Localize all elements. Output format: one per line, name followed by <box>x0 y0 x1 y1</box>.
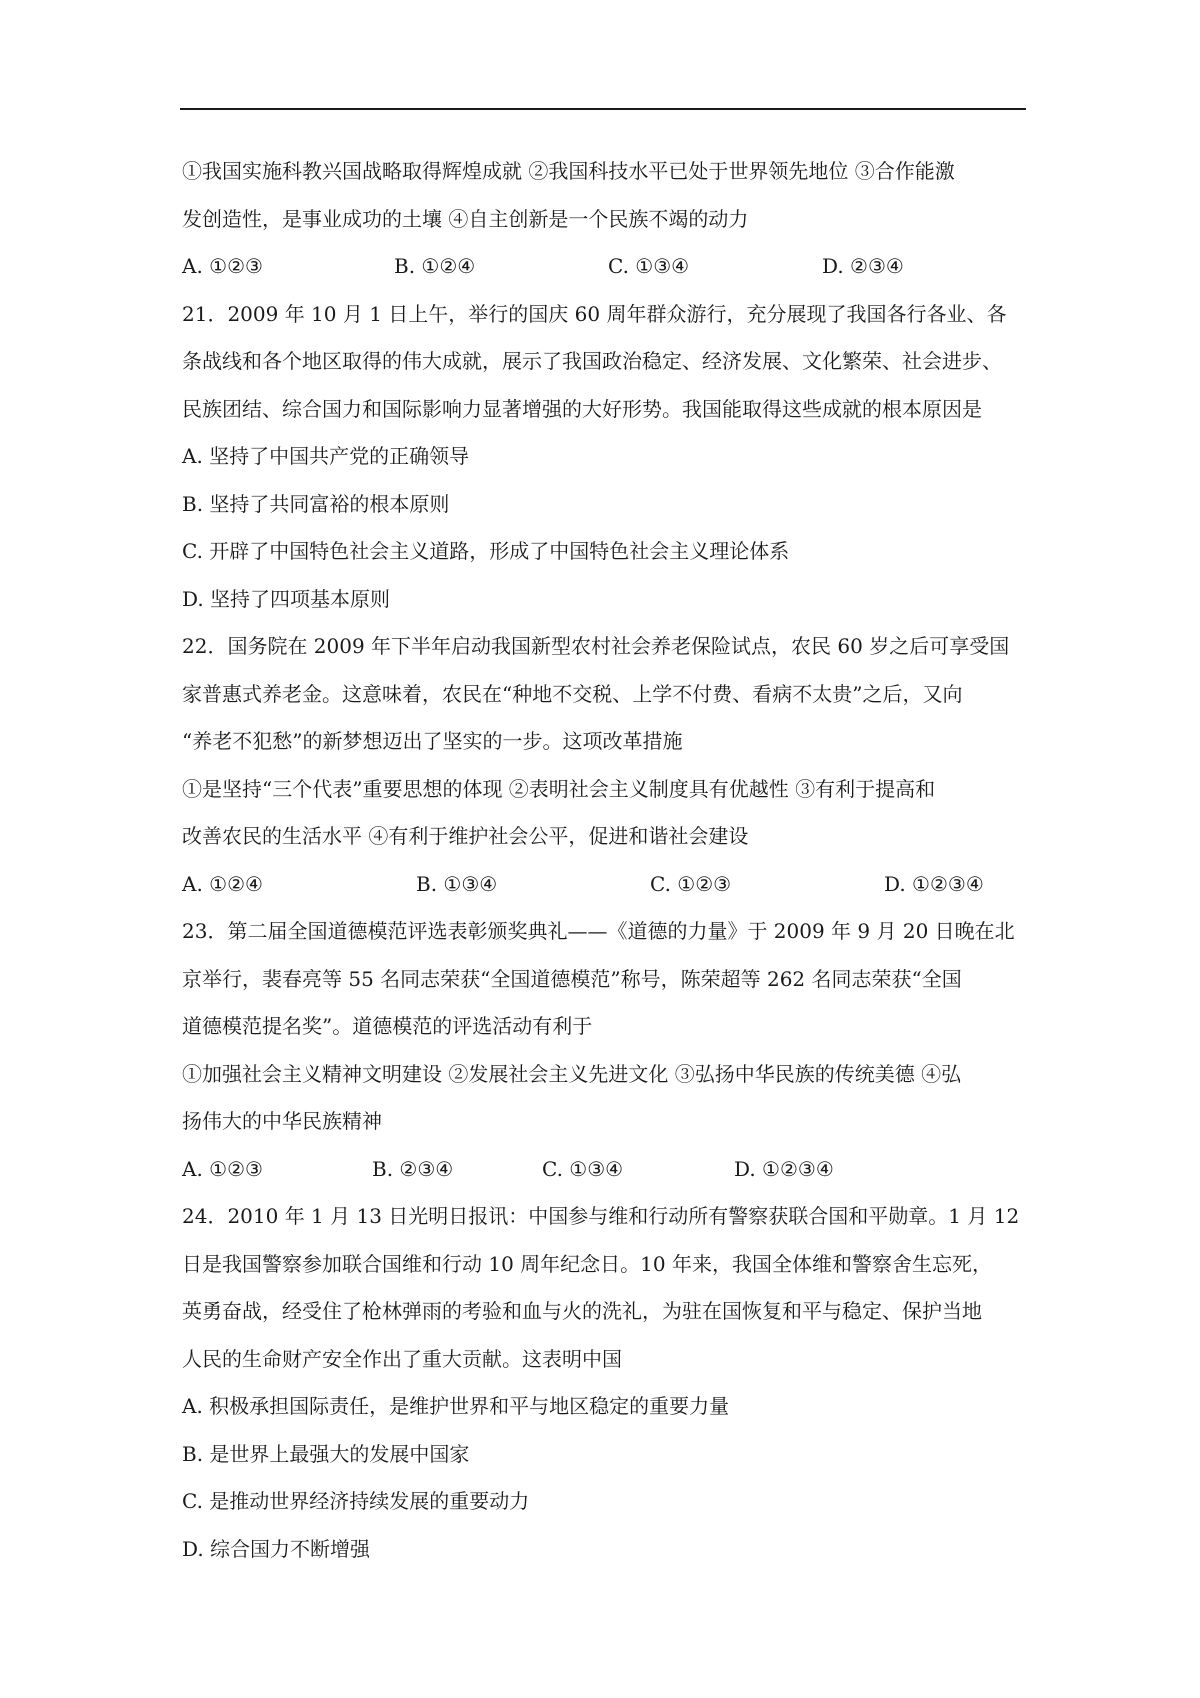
question-stem-line: “养老不犯愁”的新梦想迈出了坚实的一步。这项改革措施 <box>182 729 683 753</box>
option-b: B. 是世界上最强大的发展中国家 <box>182 1441 470 1466</box>
statement-line: 改善农民的生活水平 ④有利于维护社会公平，促进和谐社会建设 <box>182 824 749 848</box>
option-d: D. 综合国力不断增强 <box>182 1536 371 1561</box>
option-row <box>182 243 1032 291</box>
option-a: A. 积极承担国际责任，是维护世界和平与地区稳定的重要力量 <box>182 1394 730 1418</box>
question-22 <box>182 623 1032 908</box>
option-row <box>182 861 1032 909</box>
statement-line: ①我国实施科教兴国战略取得辉煌成就 ②我国科技水平已处于世界领先地位 ③合作能激 <box>182 159 955 183</box>
question-24 <box>182 1193 1032 1573</box>
statement-line: ①是坚持“三个代表”重要思想的体现 ②表明社会主义制度具有优越性 ③有利于提高和 <box>182 776 936 801</box>
question-stem-line: 21．2009 年 10 月 1 日上午，举行的国庆 60 周年群众游行，充分展现了我国各行各业、各 <box>182 301 1007 326</box>
question-stem-line: 英勇奋战，经受住了枪林弹雨的考验和血与火的洗礼，为驻在国恢复和平与稳定、保护当地 <box>182 1299 982 1323</box>
question-stem-line: 京举行，裴春亮等 55 名同志荣获“全国道德模范”称号，陈荣超等 262 名同志荣获“全国 <box>182 966 962 991</box>
question-stem-line: 23．第二届全国道德模范评选表彰颁奖典礼——《道德的力量》于 2009 年 9 月 20 日晚在北 <box>182 919 1015 943</box>
option-c: C. ①③④ <box>608 254 690 278</box>
option-d: D. ①②③④ <box>734 1156 834 1181</box>
question-stem-line: 日是我国警察参加联合国维和行动 10 周年纪念日。10 年来，我国全体维和警察舍生忘死， <box>182 1251 992 1276</box>
option-b: B. ①②④ <box>394 254 476 278</box>
question-stem-line: 道德模范提名奖”。道德模范的评选活动有利于 <box>182 1014 593 1038</box>
option-c: C. 是推动世界经济持续发展的重要动力 <box>182 1489 530 1513</box>
option-a: A. 坚持了中国共产党的正确领导 <box>182 444 470 468</box>
option-a: A. ①②③ <box>182 1156 263 1181</box>
question-21 <box>182 291 1032 624</box>
option-b: B. ②③④ <box>372 1156 454 1181</box>
option-row <box>182 1146 1032 1194</box>
question-23 <box>182 908 1032 1193</box>
question-20 <box>182 148 1032 291</box>
option-d: D. ②③④ <box>822 254 904 278</box>
option-a: A. ①②③ <box>182 254 263 278</box>
option-c: C. ①③④ <box>542 1156 624 1181</box>
statement-line: ①加强社会主义精神文明建设 ②发展社会主义先进文化 ③弘扬中华民族的传统美德 ④弘 <box>182 1061 962 1086</box>
option-a: A. ①②④ <box>182 871 263 896</box>
question-stem-line: 人民的生命财产安全作出了重大贡献。这表明中国 <box>182 1346 622 1371</box>
question-stem-line: 家普惠式养老金。这意味着，农民在“种地不交税、上学不付费、看病不太贵”之后，又向 <box>182 681 963 706</box>
option-c: C. 开辟了中国特色社会主义道路，形成了中国特色社会主义理论体系 <box>182 539 790 563</box>
question-stem-line: 民族团结、综合国力和国际影响力显著增强的大好形势。我国能取得这些成就的根本原因是 <box>182 396 982 421</box>
header-rule <box>180 108 1026 110</box>
option-d: D. 坚持了四项基本原则 <box>182 586 391 611</box>
question-stem-line: 24．2010 年 1 月 13 日光明日报讯：中国参与维和行动所有警察获联合国和平勋章。1 月 12 <box>182 1204 1020 1228</box>
option-c: C. ①②③ <box>650 871 732 896</box>
document-body <box>182 148 1032 1573</box>
option-b: B. ①③④ <box>416 871 498 896</box>
option-d: D. ①②③④ <box>884 871 984 896</box>
option-b: B. 坚持了共同富裕的根本原则 <box>182 491 450 516</box>
question-stem-line: 22．国务院在 2009 年下半年启动我国新型农村社会养老保险试点，农民 60 岁之后可享受国 <box>182 634 1010 658</box>
statement-line: 扬伟大的中华民族精神 <box>182 1109 382 1133</box>
question-stem-line: 条战线和各个地区取得的伟大成就，展示了我国政治稳定、经济发展、文化繁荣、社会进步、 <box>182 349 1002 373</box>
statement-line: 发创造性，是事业成功的土壤 ④自主创新是一个民族不竭的动力 <box>182 206 749 231</box>
